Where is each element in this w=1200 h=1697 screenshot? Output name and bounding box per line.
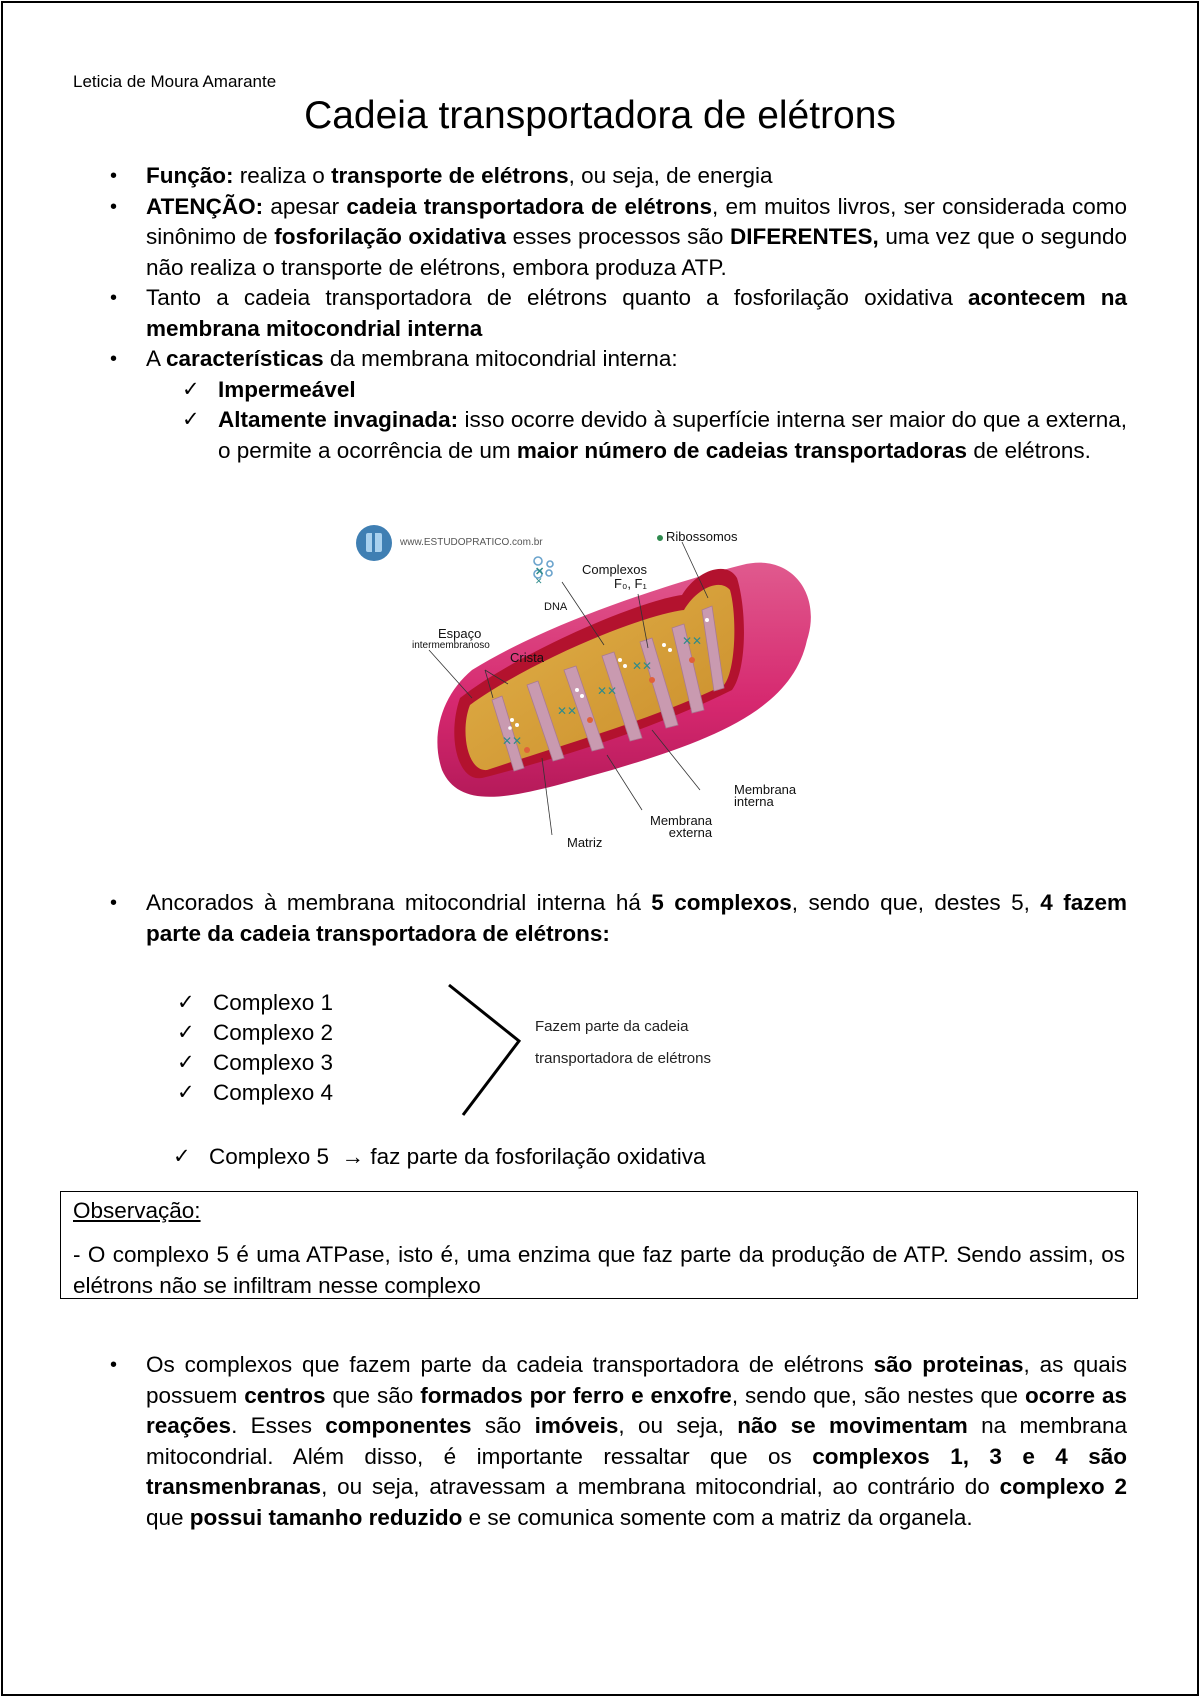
observation-text: - O complexo 5 é uma ATPase, isto é, uma enzima que faz parte da produção de ATP. Sendo assim, os elétrons não se infiltram nesse complexo <box>73 1242 1125 1298</box>
emphasis-text: complexos 1, 3 e 4 são transmenbranas <box>146 1443 1128 1499</box>
emphasis-text: Impermeável <box>218 376 356 402</box>
bullet-complexos <box>146 888 1127 949</box>
body-text: Os complexos que fazem parte da cadeia transportadora de elétrons <box>146 1352 874 1377</box>
svg-text:✕✕: ✕✕ <box>502 734 523 748</box>
complex-item-1: ✓ Complexo 1 <box>213 988 333 1018</box>
check-icon: ✓ <box>173 1145 191 1168</box>
emphasis-text: não se movimentam <box>737 1413 968 1438</box>
body-text: A <box>146 346 167 371</box>
author-name: Leticia de Moura Amarante <box>73 72 277 91</box>
svg-text:✕✕: ✕✕ <box>632 659 653 673</box>
emphasis-text: ATENÇÃO: <box>146 193 264 219</box>
body-text: , sendo que, são nestes que <box>731 1382 1025 1408</box>
emphasis-text: componentes <box>325 1413 472 1438</box>
body-text: , as quais possuem <box>146 1352 1127 1408</box>
svg-text:✕: ✕ <box>535 566 545 578</box>
body-text: de elétrons. <box>967 437 1091 463</box>
svg-text:✕✕: ✕✕ <box>557 704 578 718</box>
complex-item-2: ✓ Complexo 2 <box>213 1018 333 1048</box>
label-complexos-f0f1: F₀, F₁ <box>614 576 647 591</box>
check-icon: ✓ <box>177 1081 195 1104</box>
estudopratico-logo-icon <box>356 525 392 561</box>
check-icon: ✓ <box>182 408 200 431</box>
body-text: , em muitos livros, ser considerada como sinônimo de <box>146 193 1127 249</box>
label-membrana-interna: Membrana interna <box>734 782 797 809</box>
emphasis-text: 4 fazem parte da cadeia transportadora de elétrons: <box>146 890 1127 946</box>
label-crista: Crista <box>510 650 544 665</box>
watermark-text: www.ESTUDOPRATICO.com.br <box>400 537 543 548</box>
body-text: esses processos são <box>505 224 731 249</box>
complex-item-4: ✓ Complexo 4 <box>213 1078 333 1108</box>
emphasis-text: fosforilação oxidativa <box>274 224 506 249</box>
mitochondrion-figure <box>352 520 832 855</box>
bullet-local <box>146 283 1127 344</box>
proteins-section <box>146 1350 1127 1533</box>
body-text: isso ocorre devido à superfície interna ser maior do que a externa, o permite a ocorrência de um <box>218 407 1127 463</box>
emphasis-text: Função: <box>146 163 234 188</box>
bracket-note: Fazem parte da cadeia transportadora de elétrons <box>535 1018 711 1067</box>
observation-box <box>60 1191 1138 1299</box>
check-icon: ✓ <box>182 377 200 401</box>
emphasis-text: ocorre as reações <box>146 1382 1127 1438</box>
observation-title: Observação: <box>73 1198 201 1223</box>
bracket-icon <box>440 980 530 1120</box>
label-espaco: Espaço <box>438 626 482 641</box>
label-membrana-externa: Membrana externa <box>650 813 713 840</box>
characteristic-invaginada <box>182 405 1127 466</box>
emphasis-text: são proteinas <box>873 1352 1024 1377</box>
body-text: , ou seja, atravessam a membrana mitocondrial, ao contrário do <box>321 1474 1000 1499</box>
arrow-right-icon: → <box>341 1144 365 1169</box>
body-text: da membrana mitocondrial interna: <box>323 346 678 371</box>
svg-text:✕: ✕ <box>535 576 543 586</box>
complexes-section <box>146 888 1127 949</box>
check-icon: ✓ <box>177 1051 195 1074</box>
body-text: que <box>146 1504 190 1530</box>
body-text: realiza o <box>233 163 332 188</box>
emphasis-text: maior número de cadeias transportadoras <box>516 437 968 463</box>
body-text: Tanto a cadeia transportadora de elétrons quanto a fosforilação oxidativa <box>146 285 969 310</box>
body-text: , ou seja, <box>618 1413 738 1438</box>
emphasis-text: cadeia transportadora de elétrons <box>346 193 713 219</box>
body-text: . Esses <box>231 1413 326 1438</box>
body-text: que são <box>325 1382 421 1408</box>
label-matriz: Matriz <box>567 835 603 850</box>
svg-text:✕✕: ✕✕ <box>682 634 703 648</box>
check-icon: ✓ <box>177 991 195 1014</box>
bullet-caracteristicas <box>146 344 1127 375</box>
intro-section <box>146 161 1127 466</box>
bullet-atencao <box>146 192 1127 284</box>
check-icon: ✓ <box>177 1021 195 1044</box>
emphasis-text: formados por ferro e enxofre <box>420 1382 732 1408</box>
label-ribossomos: Ribossomos <box>666 529 738 544</box>
characteristics-list <box>182 375 1127 467</box>
svg-text:✕✕: ✕✕ <box>597 684 618 698</box>
emphasis-text: transporte de elétrons <box>331 163 569 188</box>
body-text: apesar <box>263 193 347 219</box>
body-text: são <box>471 1413 535 1438</box>
body-text: , sendo que, destes 5, <box>791 890 1041 915</box>
emphasis-text: 5 complexos <box>651 890 792 915</box>
characteristic-impermeavel <box>182 375 1127 406</box>
emphasis-text: complexo 2 <box>999 1474 1128 1499</box>
emphasis-text: acontecem na membrana mitocondrial interna <box>146 285 1127 341</box>
emphasis-text: Altamente invaginada: <box>218 407 459 432</box>
complex-item-3: ✓ Complexo 3 <box>213 1048 333 1078</box>
bullet-proteinas <box>146 1350 1127 1533</box>
body-text: e se comunica somente com a matriz da organela. <box>462 1504 973 1530</box>
emphasis-text: centros <box>244 1382 326 1408</box>
emphasis-text: possui tamanho reduzido <box>189 1504 463 1530</box>
emphasis-text: características <box>166 346 324 371</box>
emphasis-text: DIFERENTES, <box>730 224 879 249</box>
emphasis-text: imóveis <box>534 1413 619 1438</box>
body-text: Ancorados à membrana mitocondrial interna há <box>146 890 652 915</box>
label-intermembranoso: intermembranoso <box>412 640 490 651</box>
body-text: na membrana mitocondrial. Além disso, é importante ressaltar que os <box>146 1413 1128 1469</box>
page-title: Cadeia transportadora de elétrons <box>304 94 896 137</box>
complex-list <box>177 988 334 1108</box>
body-text: , ou seja, de energia <box>568 163 773 188</box>
label-dna: DNA <box>544 601 568 613</box>
label-complexos: Complexos <box>582 562 648 577</box>
body-text: uma vez que o segundo não realiza o transporte de elétrons, embora produza ATP. <box>146 224 1127 280</box>
complex-item-5: ✓ Complexo 5 → faz parte da fosforilação oxidativa <box>173 1144 706 1169</box>
bullet-funcao <box>146 161 1127 192</box>
